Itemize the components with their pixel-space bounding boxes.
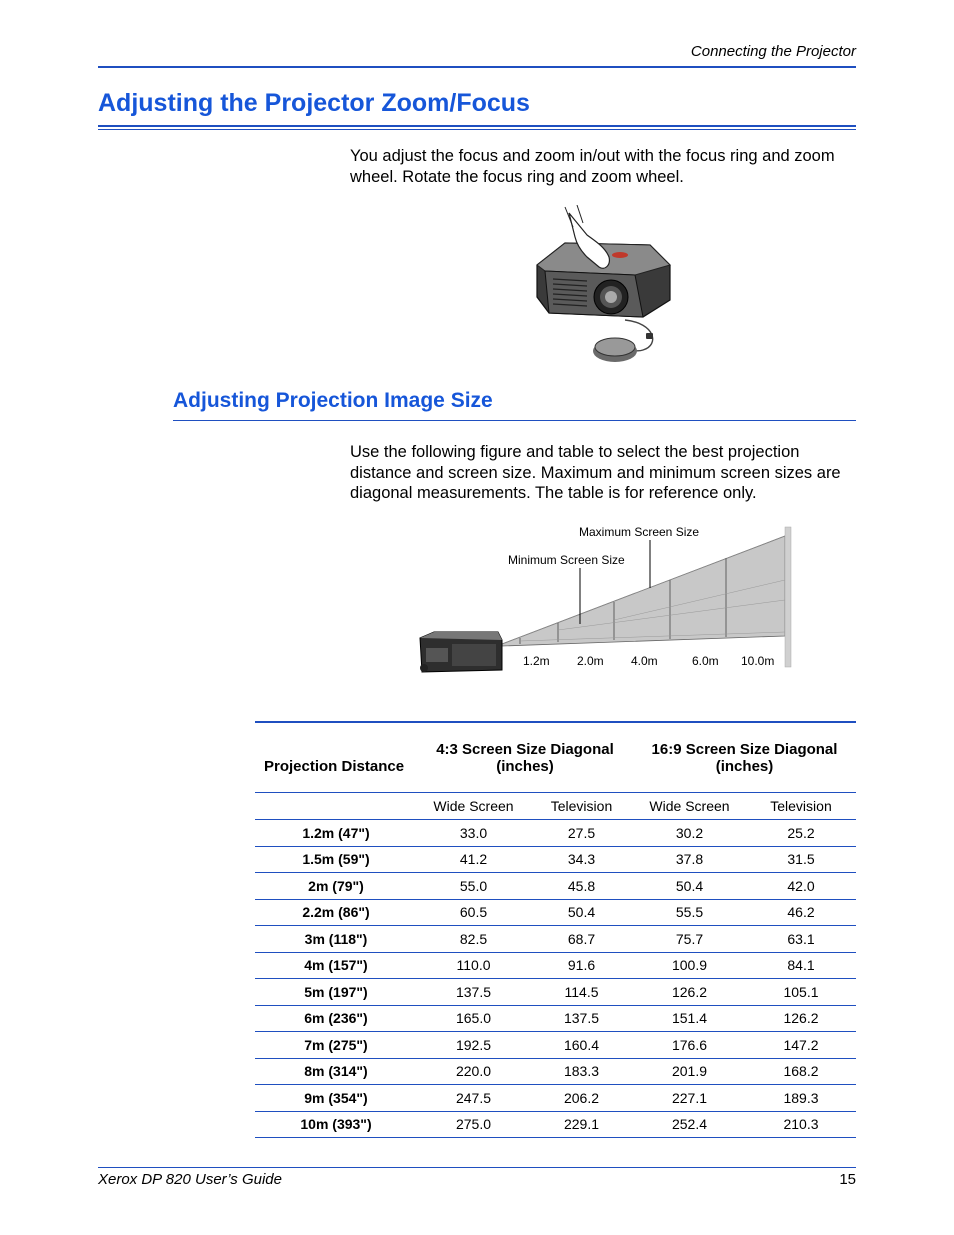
table-header-row — [255, 723, 856, 793]
television-4-3-cell: 27.5 — [530, 820, 633, 847]
table-body — [255, 820, 856, 1138]
header-projection-distance: Projection Distance — [264, 758, 405, 775]
television-16-9-cell: 210.3 — [746, 1111, 856, 1138]
television-4-3-cell: 50.4 — [530, 899, 633, 926]
wide-screen-4-3-cell: 192.5 — [417, 1032, 530, 1059]
distance-label: 6.0m — [692, 654, 719, 668]
television-16-9-cell: 126.2 — [746, 1005, 856, 1032]
table-row — [255, 1005, 856, 1032]
table-row — [255, 1085, 856, 1112]
wide-screen-16-9-cell: 227.1 — [633, 1085, 746, 1112]
header-line: 4:3 Screen Size Diagonal — [436, 740, 614, 758]
distance-label: 1.2m — [523, 654, 550, 668]
television-16-9-cell: 84.1 — [746, 952, 856, 979]
image-size-paragraph — [350, 442, 860, 504]
television-16-9-cell: 25.2 — [746, 820, 856, 847]
television-16-9-cell: 147.2 — [746, 1032, 856, 1059]
table-row — [255, 846, 856, 873]
row-distance-cell: 2.2m (86") — [255, 899, 417, 926]
paragraph-line: Use the following figure and table to select the best projection — [350, 443, 800, 461]
row-distance-cell: 3m (118") — [255, 926, 417, 953]
paragraph-line: wheel. Rotate the focus ring and zoom wheel. — [350, 167, 684, 186]
section-title-zoom-focus: Adjusting the Projector Zoom/Focus — [98, 89, 530, 117]
wide-screen-16-9-cell: 30.2 — [633, 820, 746, 847]
subheader-wide-screen: Wide Screen — [633, 793, 746, 820]
header-line: (inches) — [715, 757, 774, 775]
wide-screen-16-9-cell: 176.6 — [633, 1032, 746, 1059]
row-distance-cell: 1.5m (59") — [255, 846, 417, 873]
projector-icon — [420, 632, 502, 672]
wide-screen-16-9-cell: 201.9 — [633, 1058, 746, 1085]
title-rule-lower — [98, 129, 856, 130]
wide-screen-4-3-cell: 110.0 — [417, 952, 530, 979]
subheader-empty — [255, 793, 417, 820]
television-4-3-cell: 45.8 — [530, 873, 633, 900]
television-4-3-cell: 160.4 — [530, 1032, 633, 1059]
row-distance-cell: 10m (393") — [255, 1111, 417, 1138]
table-row — [255, 873, 856, 900]
wide-screen-16-9-cell: 50.4 — [633, 873, 746, 900]
wide-screen-16-9-cell: 151.4 — [633, 1005, 746, 1032]
wide-screen-4-3-cell: 247.5 — [417, 1085, 530, 1112]
wide-screen-4-3-cell: 82.5 — [417, 926, 530, 953]
wide-screen-4-3-cell: 137.5 — [417, 979, 530, 1006]
table-row — [255, 952, 856, 979]
table-row — [255, 926, 856, 953]
wide-screen-4-3-cell: 275.0 — [417, 1111, 530, 1138]
television-16-9-cell: 168.2 — [746, 1058, 856, 1085]
paragraph-line: diagonal measurements. The table is for reference only. — [350, 484, 757, 502]
television-16-9-cell: 42.0 — [746, 873, 856, 900]
wide-screen-16-9-cell: 100.9 — [633, 952, 746, 979]
subheader-television: Television — [530, 793, 633, 820]
section-title-image-size: Adjusting Projection Image Size — [173, 389, 493, 412]
table-row — [255, 979, 856, 1006]
row-distance-cell: 4m (157") — [255, 952, 417, 979]
television-4-3-cell: 114.5 — [530, 979, 633, 1006]
wide-screen-4-3-cell: 60.5 — [417, 899, 530, 926]
footer-rule — [98, 1167, 856, 1168]
row-distance-cell: 7m (275") — [255, 1032, 417, 1059]
television-4-3-cell: 137.5 — [530, 1005, 633, 1032]
wide-screen-16-9-cell: 55.5 — [633, 899, 746, 926]
max-screen-size-label: Maximum Screen Size — [579, 525, 700, 539]
television-4-3-cell: 91.6 — [530, 952, 633, 979]
row-distance-cell: 1.2m (47") — [255, 820, 417, 847]
television-16-9-cell: 105.1 — [746, 979, 856, 1006]
row-distance-cell: 8m (314") — [255, 1058, 417, 1085]
table-row — [255, 1111, 856, 1138]
television-4-3-cell: 229.1 — [530, 1111, 633, 1138]
row-distance-cell: 2m (79") — [255, 873, 417, 900]
wide-screen-4-3-cell: 33.0 — [417, 820, 530, 847]
subheader-television: Television — [746, 793, 856, 820]
paragraph-line: You adjust the focus and zoom in/out with the focus ring and zoom — [350, 147, 835, 165]
wide-screen-4-3-cell: 41.2 — [417, 846, 530, 873]
row-distance-cell: 6m (236") — [255, 1005, 417, 1032]
wide-screen-16-9-cell: 37.8 — [633, 846, 746, 873]
subheader-wide-screen: Wide Screen — [417, 793, 530, 820]
projector-focus-illustration — [525, 205, 685, 373]
television-4-3-cell: 34.3 — [530, 846, 633, 873]
wide-screen-16-9-cell: 75.7 — [633, 926, 746, 953]
header-line: (inches) — [496, 757, 554, 775]
screen-size-table — [255, 721, 856, 1138]
table-row — [255, 899, 856, 926]
header-4-3-diagonal — [417, 723, 633, 793]
wide-screen-16-9-cell: 252.4 — [633, 1111, 746, 1138]
table-subheader-row — [255, 793, 856, 820]
television-16-9-cell: 189.3 — [746, 1085, 856, 1112]
wide-screen-16-9-cell: 126.2 — [633, 979, 746, 1006]
page-number: 15 — [839, 1171, 856, 1188]
paragraph-line: distance and screen size. Maximum and minimum screen sizes are — [350, 463, 841, 482]
zoom-focus-paragraph — [350, 146, 860, 187]
title-rule-upper — [98, 125, 856, 127]
distance-label: 2.0m — [577, 654, 604, 668]
running-header: Connecting the Projector — [690, 43, 856, 60]
distance-label: 4.0m — [631, 654, 658, 668]
row-distance-cell: 9m (354") — [255, 1085, 417, 1112]
distance-label: 10.0m — [741, 654, 775, 668]
television-4-3-cell: 183.3 — [530, 1058, 633, 1085]
wide-screen-4-3-cell: 165.0 — [417, 1005, 530, 1032]
min-screen-size-label: Minimum Screen Size — [508, 553, 625, 567]
table-row — [255, 1032, 856, 1059]
television-4-3-cell: 68.7 — [530, 926, 633, 953]
television-4-3-cell: 206.2 — [530, 1085, 633, 1112]
header-line: 16:9 Screen Size Diagonal — [651, 740, 838, 758]
row-distance-cell: 5m (197") — [255, 979, 417, 1006]
wide-screen-4-3-cell: 220.0 — [417, 1058, 530, 1085]
projection-distance-diagram — [410, 520, 800, 680]
subsection-rule — [173, 420, 856, 421]
television-16-9-cell: 46.2 — [746, 899, 856, 926]
table-row — [255, 820, 856, 847]
footer-guide-title: Xerox DP 820 User’s Guide — [98, 1171, 282, 1188]
header-16-9-diagonal — [633, 723, 856, 793]
television-16-9-cell: 63.1 — [746, 926, 856, 953]
table-row — [255, 1058, 856, 1085]
television-16-9-cell: 31.5 — [746, 846, 856, 873]
wide-screen-4-3-cell: 55.0 — [417, 873, 530, 900]
header-rule — [98, 66, 856, 68]
